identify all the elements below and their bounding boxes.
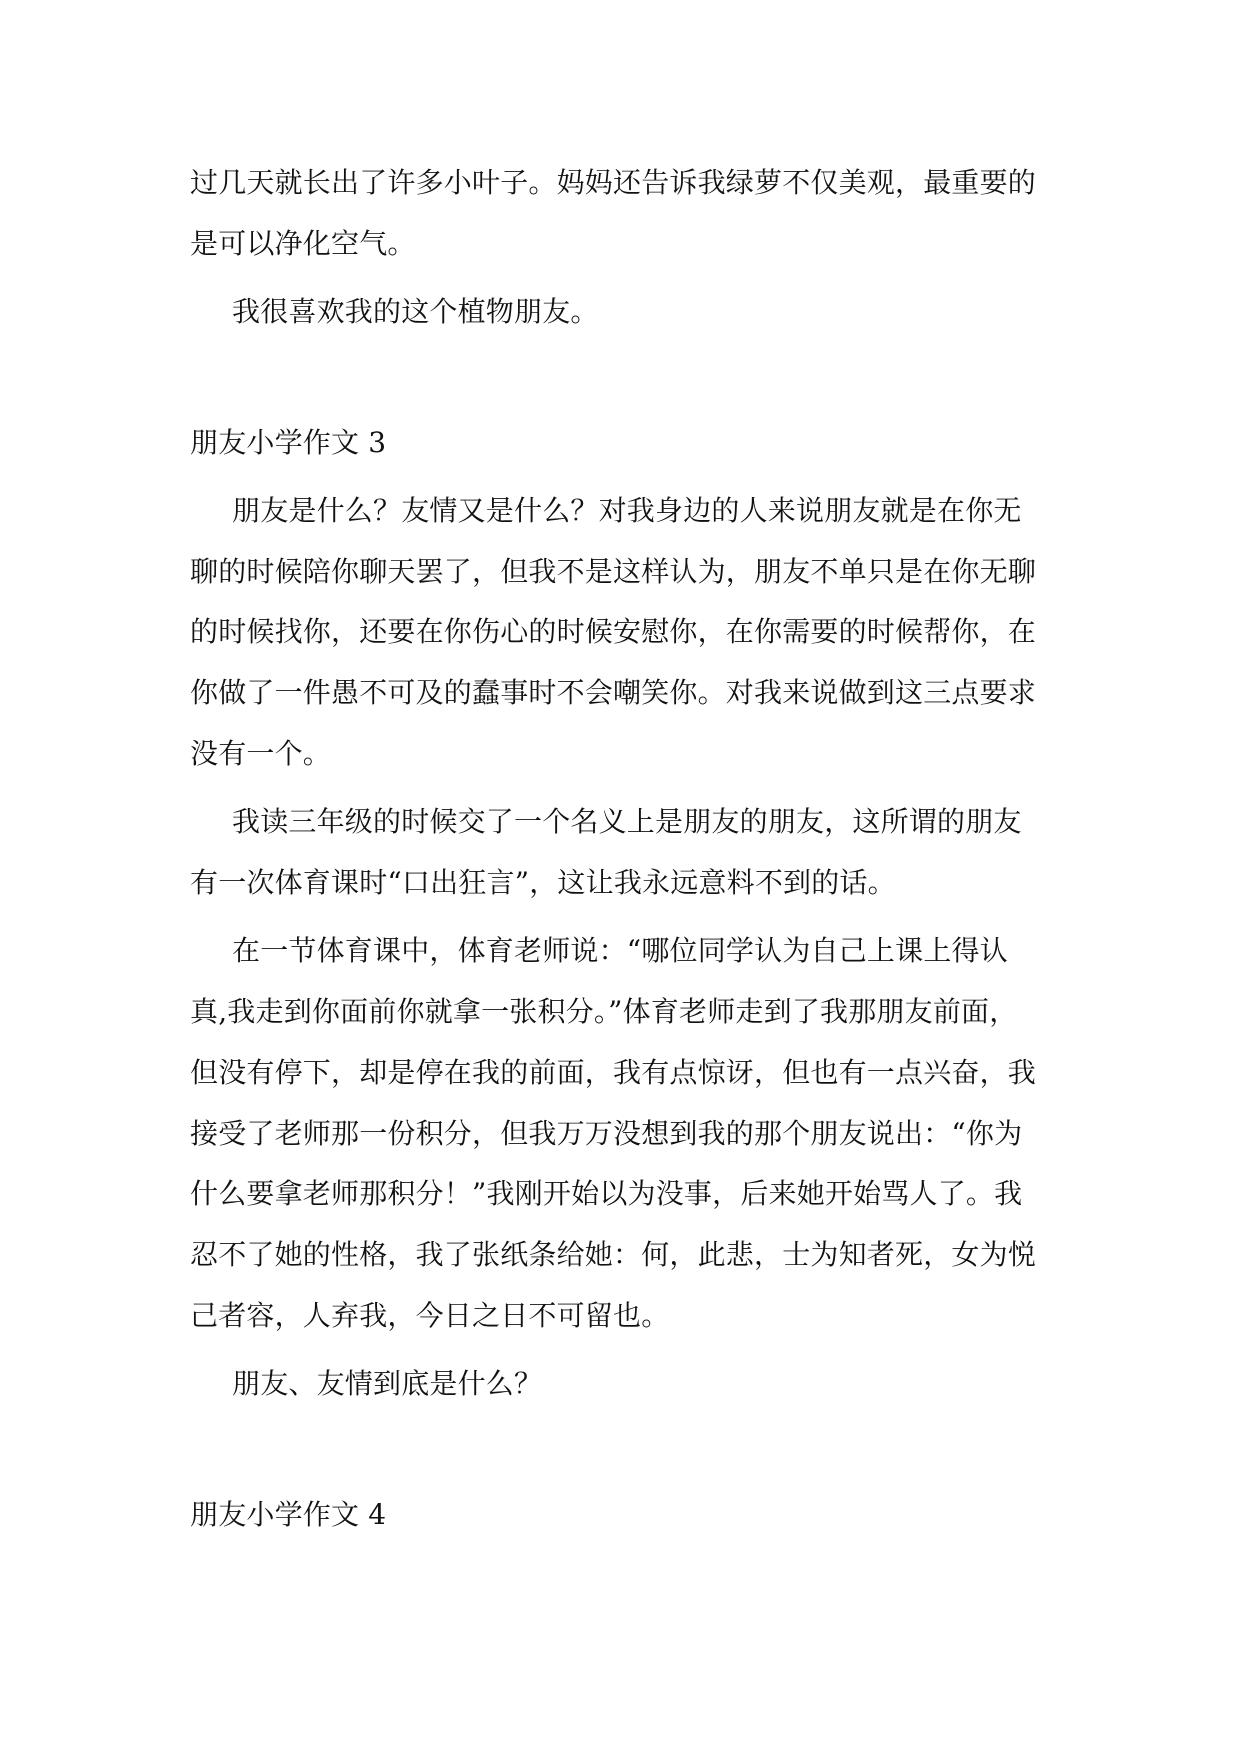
paragraph-line: 你做了一件愚不可及的蠢事时不会嘲笑你。对我来说做到这三点要求 bbox=[190, 676, 1037, 709]
paragraph-line: 我读三年级的时候交了一个名义上是朋友的朋友，这所谓的朋友 bbox=[232, 805, 1022, 838]
paragraph-line: 朋友是什么？友情又是什么？对我身边的人来说朋友就是在你无 bbox=[232, 494, 1022, 527]
paragraph-line: 接受了老师那一份积分，但我万万没想到我的那个朋友说出：“你为 bbox=[190, 1117, 1023, 1150]
paragraph-line: 过几天就长出了许多小叶子。妈妈还告诉我绿萝不仅美观，最重要的 bbox=[190, 166, 1037, 199]
paragraph-line: 真,我走到你面前你就拿一张积分。”体育老师走到了我那朋友前面， bbox=[190, 995, 1018, 1028]
paragraph-line: 聊的时候陪你聊天罢了，但我不是这样认为，朋友不单只是在你无聊 bbox=[190, 555, 1037, 588]
paragraph-line: 的时候找你，还要在你伤心的时候安慰你，在你需要的时候帮你，在 bbox=[190, 615, 1037, 648]
section-heading: 朋友小学作文 4 bbox=[190, 1498, 387, 1531]
paragraph-line: 己者容，人弃我，今日之日不可留也。 bbox=[190, 1299, 670, 1332]
paragraph-line: 我很喜欢我的这个植物朋友。 bbox=[232, 295, 599, 328]
paragraph-line: 有一次体育课时“口出狂言”，这让我永远意料不到的话。 bbox=[190, 866, 896, 899]
paragraph-line: 忍不了她的性格，我了张纸条给她：何，此悲，士为知者死，女为悦 bbox=[190, 1238, 1037, 1271]
paragraph-line: 是可以净化空气。 bbox=[190, 227, 416, 260]
paragraph-line: 但没有停下，却是停在我的前面，我有点惊讶，但也有一点兴奋，我 bbox=[190, 1056, 1037, 1089]
paragraph-line: 朋友、友情到底是什么？ bbox=[232, 1367, 543, 1400]
paragraph-line: 没有一个。 bbox=[190, 737, 332, 770]
paragraph-line: 什么要拿老师那积分！”我刚开始以为没事，后来她开始骂人了。我 bbox=[190, 1177, 1023, 1210]
paragraph-line: 在一节体育课中，体育老师说：“哪位同学认为自己上课上得认 bbox=[232, 934, 1008, 967]
section-heading: 朋友小学作文 3 bbox=[190, 426, 387, 459]
